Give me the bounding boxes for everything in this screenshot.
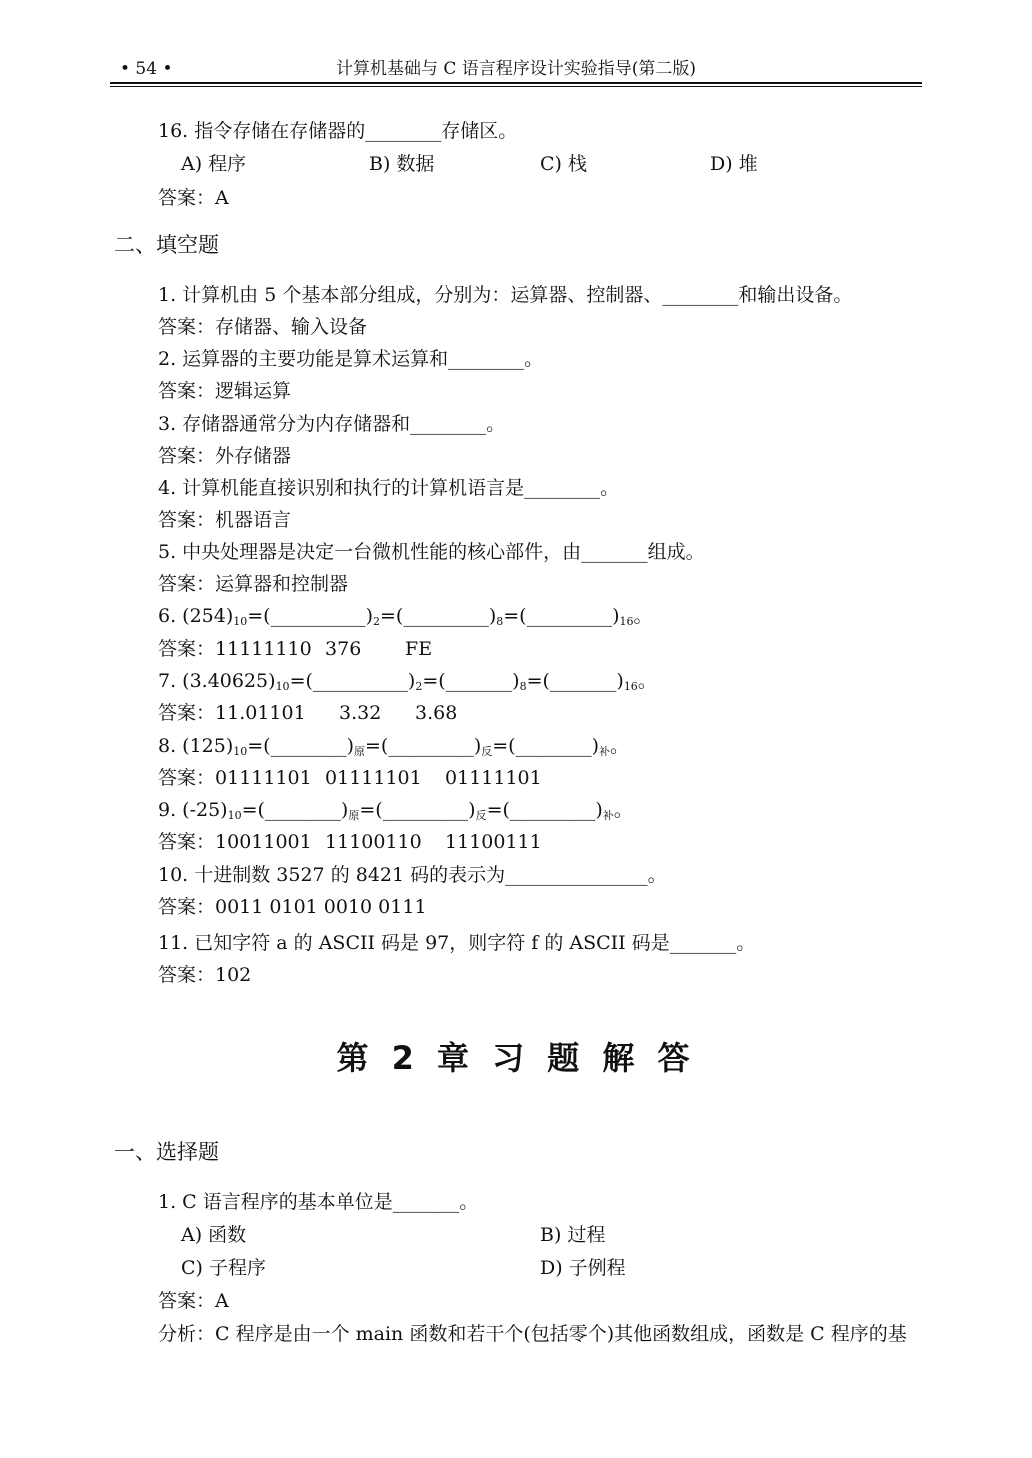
c1-analysis: 分析：C 程序是由一个 main 函数和若干个(包括零个)其他函数组成，函数是 C 程序的基 [158,1323,907,1345]
fill-question-2: 2. 运算器的主要功能是算术运算和________。 [158,348,544,370]
fill-answer-2: 答案：逻辑运算 [158,380,292,402]
q16-option-a: A) 程序 [181,153,247,175]
chapter-title: 第 2 章 习 题 解 答 [336,1039,696,1077]
c1-option-a: A) 函数 [181,1224,247,1246]
section-heading-choice: 一、选择题 [114,1140,219,1164]
fill-question-10: 10. 十进制数 3527 的 8421 码的表示为_______________。 [158,864,667,886]
page-number: • 54 • [120,59,173,79]
fill-answer-5: 答案：运算器和控制器 [158,573,349,595]
book-title: 计算机基础与 C 语言程序设计实验指导(第二版) [335,59,697,79]
fill-question-1: 1. 计算机由 5 个基本部分组成，分别为：运算器、控制器、________和输出设备。 [158,284,853,306]
fill-answer-4: 答案：机器语言 [158,509,292,531]
q16-option-c: C) 栈 [540,153,587,175]
fill-answer-11: 答案：102 [158,964,252,986]
question-16: 16. 指令存储在存储器的________存储区。 [158,120,518,142]
fill-question-6: 6. $(254)_{10}=(\_\_\_\_\_\_\_\_\_\_)_2=(\_\_\_\_\_\_\_\_\_)_8=(\_\_\_\_\_\_\_\_\_)_{16}$。 [158,605,653,628]
header-rule-thick [110,82,922,84]
fill-question-8: 8. $(125)_{10}=(\_\_\_\_\_\_\_\_)_原=(\_\_\_\_\_\_\_\_\_)_反=(\_\_\_\_\_\_\_\_)_补$。 [158,735,630,758]
fill-answer-7: 答案：11.01101 3.32 3.68 [158,702,458,724]
q16-option-d: D) 堆 [710,153,758,175]
c1-option-b: B) 过程 [540,1224,606,1246]
q16-option-b: B) 数据 [369,153,435,175]
fill-answer-6: 答案：11111110 376 FE [158,638,433,660]
fill-question-11: 11. 已知字符 a 的 ASCII 码是 97，则字符 f 的 ASCII 码是_______。 [158,932,756,954]
fill-answer-1: 答案：存储器、输入设备 [158,316,368,338]
c1-answer: 答案：A [158,1290,229,1312]
section-heading-fill: 二、填空题 [114,233,219,257]
fill-answer-8: 答案：01111101 01111101 01111101 [158,767,542,789]
c1-option-d: D) 子例程 [540,1257,626,1279]
fill-answer-3: 答案：外存储器 [158,445,292,467]
header-rule-thin [110,86,922,87]
fill-question-5: 5. 中央处理器是决定一台微机性能的核心部件，由_______组成。 [158,541,705,563]
choice-question-1: 1. C 语言程序的基本单位是_______。 [158,1191,479,1213]
fill-question-3: 3. 存储器通常分为内存储器和________。 [158,413,506,435]
c1-option-c: C) 子程序 [181,1257,266,1279]
fill-question-7: 7. $(3.40625)_{10}=(\_\_\_\_\_\_\_\_\_\_)_2=(\_\_\_\_\_\_\_)_8=(\_\_\_\_\_\_\_)_{16}$。 [158,670,657,693]
fill-question-9: 9. $(-25)_{10}=(\_\_\_\_\_\_\_\_)_原=(\_\_\_\_\_\_\_\_\_)_反=(\_\_\_\_\_\_\_\_\_)_补$。 [158,799,633,822]
fill-answer-10: 答案：0011 0101 0010 0111 [158,896,427,918]
q16-answer: 答案：A [158,187,229,209]
fill-answer-9: 答案：10011001 11100110 11100111 [158,831,542,853]
fill-question-4: 4. 计算机能直接识别和执行的计算机语言是________。 [158,477,620,499]
